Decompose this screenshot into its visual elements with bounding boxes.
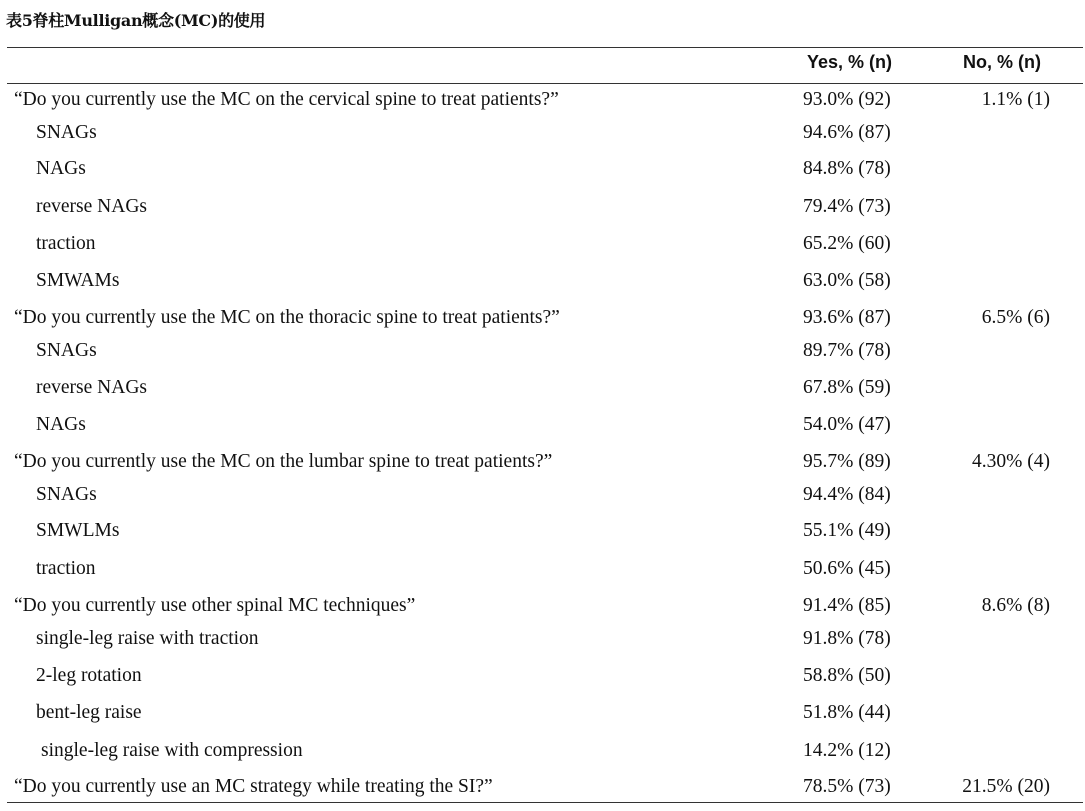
technique-label: SMWLMs [36,520,120,541]
yes-value: 63.0% (58) [803,270,891,291]
technique-row [0,233,1085,259]
yes-value: 14.2% (12) [803,740,891,761]
yes-value: 94.4% (84) [803,484,891,505]
yes-value: 78.5% (73) [803,776,891,797]
technique-row [0,196,1085,222]
yes-value: 67.8% (59) [803,377,891,398]
table-header-rule [7,83,1083,84]
question-row [0,776,1085,802]
yes-value: 65.2% (60) [803,233,891,254]
question-row [0,595,1085,621]
technique-label: SNAGs [36,340,97,361]
yes-value: 91.4% (85) [803,595,891,616]
question-label: “Do you currently use an MC strategy while treating the SI?” [14,776,493,797]
no-value: 6.5% (6) [981,307,1050,328]
question-row [0,451,1085,477]
yes-value: 55.1% (49) [803,520,891,541]
yes-value: 95.7% (89) [803,451,891,472]
technique-row [0,520,1085,546]
technique-label: SMWAMs [36,270,120,291]
technique-row [0,702,1085,728]
table-top-rule [7,47,1083,48]
yes-value: 50.6% (45) [803,558,891,579]
technique-label: single-leg raise with compression [41,740,303,761]
table-bottom-rule [7,802,1083,803]
technique-row [0,270,1085,296]
technique-label: SNAGs [36,122,97,143]
technique-label: traction [36,558,96,579]
technique-row [0,558,1085,584]
yes-value: 54.0% (47) [803,414,891,435]
technique-row [0,158,1085,184]
technique-label: NAGs [36,414,86,435]
no-value: 8.6% (8) [981,595,1050,616]
yes-value: 94.6% (87) [803,122,891,143]
technique-label: reverse NAGs [36,377,148,398]
yes-value: 89.7% (78) [803,340,891,361]
yes-value: 93.6% (87) [803,307,891,328]
question-label: “Do you currently use the MC on the cervical spine to treat patients?” [14,89,559,110]
question-row [0,307,1085,333]
table-title: 表5脊柱Mulligan概念(MC)的使用 [6,11,266,30]
technique-label: SNAGs [36,484,97,505]
technique-row [0,484,1085,510]
technique-row [0,340,1085,366]
technique-label: NAGs [36,158,86,179]
yes-value: 58.8% (50) [803,665,891,686]
technique-row [0,740,1085,766]
technique-row [0,628,1085,654]
technique-row [0,122,1085,148]
technique-label: 2-leg rotation [36,665,142,686]
technique-label: single-leg raise with traction [36,628,259,649]
yes-value: 91.8% (78) [803,628,891,649]
column-header-no: No, % (n) [963,52,1041,72]
technique-row [0,665,1085,691]
yes-value: 84.8% (78) [803,158,891,179]
technique-label: reverse NAGs [36,196,148,217]
column-header-yes: Yes, % (n) [807,52,893,72]
technique-label: traction [36,233,96,254]
no-value: 4.30% (4) [972,451,1050,472]
yes-value: 79.4% (73) [803,196,891,217]
no-value: 21.5% (20) [962,776,1050,797]
technique-label: bent-leg raise [36,702,142,723]
question-label: “Do you currently use other spinal MC techniques” [14,595,416,616]
technique-row [0,414,1085,440]
question-label: “Do you currently use the MC on the lumbar spine to treat patients?” [14,451,553,472]
technique-row [0,377,1085,403]
no-value: 1.1% (1) [981,89,1050,110]
yes-value: 93.0% (92) [803,89,891,110]
question-label: “Do you currently use the MC on the thoracic spine to treat patients?” [14,307,560,328]
question-row [0,89,1085,115]
yes-value: 51.8% (44) [803,702,891,723]
